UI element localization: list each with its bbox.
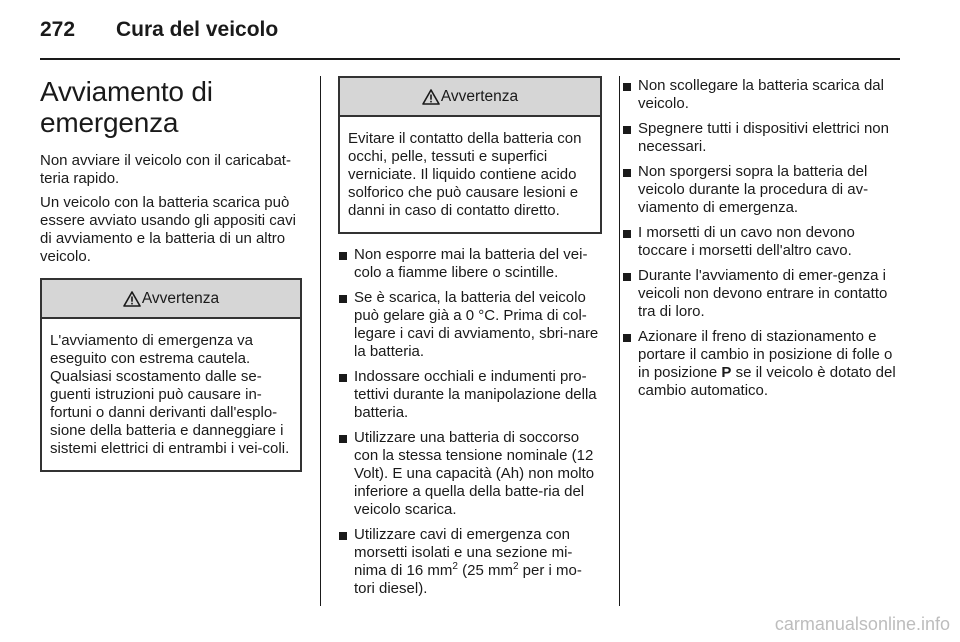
list-item-text: Utilizzare cavi di emergenza con morsetti isolati e una sezione mi-nima di 16 mm [354, 526, 573, 579]
list-item: Indossare occhiali e indumenti pro-tettivi durante la manipolazione della batteria. [338, 368, 602, 422]
warning-header [42, 280, 300, 319]
bullet-list-col2 [338, 246, 602, 598]
superscript: 2 [512, 561, 519, 572]
header-divider [40, 58, 900, 60]
watermark: carmanualsonline.info [774, 614, 950, 634]
gear-position-label: P [721, 364, 732, 381]
list-item: Non sporgersi sopra la batteria del veicolo durante la procedura di av-viamento di emergenza. [622, 163, 904, 217]
list-item: I morsetti di un cavo non devono toccare i morsetti dell'altro cavo. [622, 224, 904, 260]
list-item: Non scollegare la batteria scarica dal veicolo. [622, 77, 904, 113]
warning-title: Avvertenza [141, 289, 220, 307]
list-item [622, 328, 904, 400]
warning-triangle-icon [422, 89, 440, 105]
warning-text: Evitare il contatto della batteria con occhi, pelle, tessuti e superfici verniciate. Il liquido contiene acido solforico che può causare lesioni e danni in caso di contatto diretto. [348, 130, 582, 219]
intro-paragraph-1: Non avviare il veicolo con il caricabat-teria rapido. [40, 152, 291, 187]
list-item: Utilizzare una batteria di soccorso con la stessa tensione nominale (12 Volt). E una capacità (Ah) non molto inferiore a quella della batte-ria del veicolo scarica. [338, 429, 602, 519]
warning-title: Avvertenza [440, 87, 519, 105]
column-divider-2 [619, 76, 620, 606]
superscript: 2 [452, 561, 458, 572]
page-number: 272 [40, 18, 76, 41]
list-item [338, 526, 602, 598]
column-3 [622, 76, 904, 407]
list-item: Spegnere tutti i dispositivi elettrici non necessari. [622, 120, 904, 156]
list-item-text: se il veicolo è dotato del cambio automatico. [638, 364, 896, 399]
warning-box-1 [40, 278, 302, 472]
warning-header [340, 78, 600, 117]
list-item-text: (25 mm [457, 562, 513, 579]
list-item-text: Azionare il freno di stazionamento e portare il cambio in posizione di folle o in posizione [638, 328, 893, 381]
list-item: Non esporre mai la batteria del vei-colo a fiamme libere o scintille. [338, 246, 602, 282]
warning-text: L'avviamento di emergenza va eseguito con estrema cautela. Qualsiasi scostamento dalle se-guenti istruzioni può causare in-fortuni o danni derivanti dall'esplo-sione della batteria e danneggiare i sistemi elettrici di entrambi i vei-coli. [50, 332, 290, 457]
section-title: Cura del veicolo [116, 18, 279, 41]
warning-box-2 [338, 76, 602, 234]
column-1 [40, 76, 302, 472]
warning-triangle-icon [123, 291, 141, 307]
page-heading: Avviamento di emergenza [40, 76, 213, 138]
bullet-list-col3 [622, 77, 904, 400]
list-item-text: per i mo-tori diesel). [354, 562, 582, 597]
intro-paragraph-2: Un veicolo con la batteria scarica può essere avviato usando gli appositi cavi di avviamento e la batteria di un altro veicolo. [40, 194, 296, 265]
list-item: Se è scarica, la batteria del veicolo può gelare già a 0 °C. Prima di col-legare i cavi di avviamento, sbri-nare la batteria. [338, 289, 602, 361]
column-2 [338, 76, 602, 605]
list-item: Durante l'avviamento di emer-genza i veicoli non devono entrare in contatto tra di loro. [622, 267, 904, 321]
column-divider-1 [320, 76, 321, 606]
page-header [40, 18, 900, 48]
